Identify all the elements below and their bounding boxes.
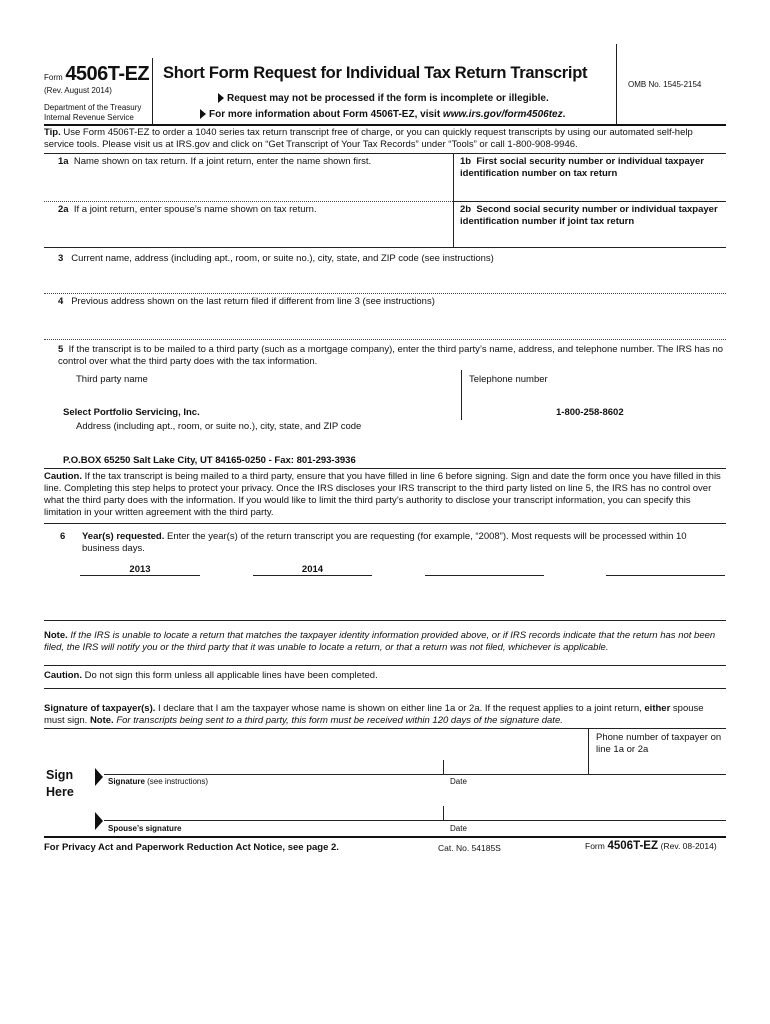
signature-label: Signature (see instructions) <box>108 777 209 786</box>
telephone-value[interactable]: 1-800-258-8602 <box>556 407 624 418</box>
telephone-label: Telephone number <box>469 374 548 385</box>
line-6-text: Year(s) requested. Enter the year(s) of the return transcript you are requesting (for example, “2008”). Most requests will be processed within 10 business days. <box>82 531 687 554</box>
arrow-icon <box>218 93 224 103</box>
taxpayer-date-field[interactable] <box>452 756 582 773</box>
notice-more-info: For more information about Form 4506T-EZ, visit www.irs.gov/form4506tez. <box>200 109 565 120</box>
spouse-name-field-2a[interactable] <box>60 220 445 242</box>
spouse-signature-field[interactable] <box>110 802 435 819</box>
line-3-label: 3 Current name, address (including apt., room, or suite no.), city, state, and ZIP code (see instructions) <box>58 253 494 264</box>
form-number: 4506T-EZ <box>65 63 150 85</box>
ssn-field-1b[interactable] <box>478 182 718 200</box>
ssn-field-2b[interactable] <box>478 230 718 246</box>
third-party-name-label: Third party name <box>76 374 148 385</box>
irs-name: Internal Revenue Service <box>44 113 134 122</box>
rev-date: (Rev. August 2014) <box>44 86 112 95</box>
line-5-text: 5 If the transcript is to be mailed to a third party (such as a mortgage company), enter the third party’s name, address, and telephone number. The IRS has no control over what the third party does with the tax information. <box>58 344 724 367</box>
form-label: Form 4506T-EZ <box>44 63 150 85</box>
caution-sign: Caution. Do not sign this form unless all applicable lines have been completed. <box>44 670 378 681</box>
catalog-number: Cat. No. 54185S <box>438 843 501 853</box>
third-party-address-label: Address (including apt., room, or suite no.), city, state, and ZIP code <box>76 421 362 432</box>
line-2b-label: 2b Second social security number or individual taxpayer identification number if joint tax return <box>460 204 718 227</box>
form-title: Short Form Request for Individual Tax Return Transcript <box>163 64 588 82</box>
caution-third-party: Caution. If the tax transcript is being mailed to a third party, ensure that you have filled in line 6 before signing. Sign and date the form once you have filled in this line. Completing this step helps to protect your privacy. Once the IRS discloses your IRS transcript to the third party listed on line 5, the IRS has no control over what the third party does with the information. If you would like to limit the third party’s authority to disclose your transcript information, you can specify this limitation in your written agreement with the third party. <box>44 471 721 518</box>
notice-incomplete: Request may not be processed if the form is incomplete or illegible. <box>218 93 549 104</box>
spouse-date-field[interactable] <box>452 802 582 819</box>
date-label: Date <box>450 777 467 786</box>
line-1a-label: 1a Name shown on tax return. If a joint return, enter the name shown first. <box>58 156 372 167</box>
arrow-icon <box>200 109 206 119</box>
privacy-notice: For Privacy Act and Paperwork Reduction Act Notice, see page 2. <box>44 842 339 853</box>
irs-link[interactable]: www.irs.gov/form4506tez <box>442 109 563 120</box>
sign-here-label: Sign Here <box>46 768 74 799</box>
phone-number-label: Phone number of taxpayer on line 1a or 2a <box>596 732 722 755</box>
line-6-num: 6 <box>60 531 66 542</box>
spouse-arrow-icon <box>95 812 103 830</box>
tip-text: Tip. Use Form 4506T-EZ to order a 1040 series tax return transcript free of charge, or you can quickly request transcripts by using our automated self-help service tools. Please visit us at IRS.gov and click on “Get Transcript of Your Tax Records” under “Tools” or call 1-800-908-9946. <box>44 127 693 150</box>
taxpayer-signature-field[interactable] <box>110 756 435 773</box>
spouse-date-label: Date <box>450 824 467 833</box>
year-field-1[interactable]: 2013 <box>80 564 200 576</box>
previous-address-field[interactable] <box>60 312 720 336</box>
year-field-2[interactable]: 2014 <box>253 564 372 576</box>
year-field-3[interactable] <box>425 564 544 576</box>
sign-arrow-icon <box>95 768 103 786</box>
current-address-field[interactable] <box>60 268 720 292</box>
footer-form-number: Form 4506T-EZ (Rev. 08-2014) <box>585 840 717 852</box>
spouse-signature-label: Spouse’s signature <box>108 824 182 833</box>
note-text: Note. If the IRS is unable to locate a return that matches the taxpayer identity information provided above, or if IRS records indicate that the return has not been filed, the IRS will notify you or the third party that it was unable to locate a return, or that a return was not filed, whichever is applicable. <box>44 630 716 653</box>
name-field-1a[interactable] <box>60 172 445 196</box>
department: Department of the Treasury <box>44 103 142 112</box>
third-party-name-value[interactable]: Select Portfolio Servicing, Inc. <box>63 407 200 418</box>
line-1b-label: 1b First social security number or individual taxpayer identification number on tax return <box>460 156 704 179</box>
third-party-address-value[interactable]: P.O.BOX 65250 Salt Lake City, UT 84165-0250 - Fax: 801-293-3936 <box>63 455 356 466</box>
signature-declaration: Signature of taxpayer(s). I declare that I am the taxpayer whose name is shown on either line 1a or 2a. If the request applies to a joint return, either spouse must sign. Note. For transcripts being sent to a third party, this form must be received within 120 days of the signature date. <box>44 703 704 726</box>
year-field-4[interactable] <box>606 564 725 576</box>
line-4-label: 4 Previous address shown on the last return filed if different from line 3 (see instructions) <box>58 296 435 307</box>
omb-number: OMB No. 1545-2154 <box>628 80 702 89</box>
line-2a-label: 2a If a joint return, enter spouse’s name shown on tax return. <box>58 204 317 215</box>
